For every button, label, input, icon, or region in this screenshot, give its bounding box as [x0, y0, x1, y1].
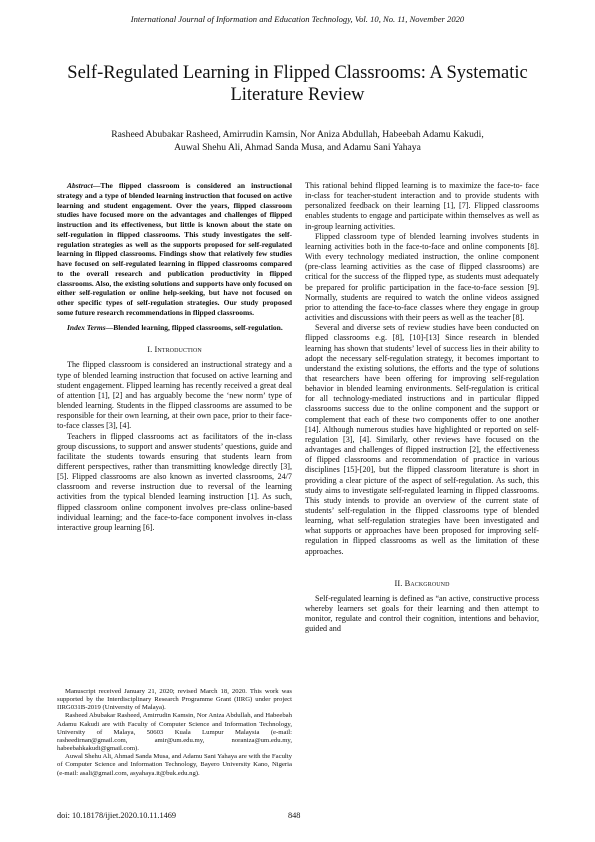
abstract — [57, 181, 292, 318]
intro-paragraph-1: The flipped classroom is considered an instructional strategy and a type of blended learning instruction that focused on active learning and student engagement. Flipped learning has recently received a great deal of attention [1], [2] and has arguably become the ‘new norm’ type of blended learning. Students in the flipped classrooms are assumed to be responsible for their own learning, at their own pace, prior to their face-to-face classes [3], [4]. — [57, 360, 292, 431]
authors-line-2: Auwal Shehu Ali, Ahmad Sanda Musa, and Adamu Sani Yahaya — [174, 142, 421, 153]
author-list — [50, 128, 545, 154]
intro-paragraph-2: Teachers in flipped classrooms act as facilitators of the in-class group discussions, to support and answer students’ questions, guide and facilitate the students towards ensuring that students learn from different perspectives, rather than transmitting knowledge directly [3], [5]. Flipped classrooms are also known as inverted classrooms, 24/7 classroom and reverse instruction due to reversal of the learning activities from the typical blended learning instruction [1]. As such, flipped classroom online component involves pre-class online-based individual learning; and the face-to-face component involves in-class interactive group learning [6]. — [57, 431, 292, 532]
section-heading-background — [305, 579, 539, 589]
abstract-label: Abstract — [67, 181, 93, 190]
authors-line-1: Rasheed Abubakar Rasheed, Amirrudin Kamsin, Nor Aniza Abdullah, Habeebah Adamu Kakudi, — [111, 129, 484, 140]
abstract-text: —The flipped classroom is considered an instructional strategy and a type of blended learning instruction that focused on active learning and student engagement. Over the years, flipped classroom studies have focused more on the advantages and challenges of flipped instruction and its effectiveness, but little is known about the state on self-regulation in flipped classrooms. This study investigates the self-regulation strategies as well as the supports proposed for self-regulated learning in flipped classrooms. Findings show that relatively few studies have focused on self-regulated learning in flipped classrooms compared to the overall research and publication productivity in flipped classrooms. Also, the existing solutions and supports have only focused on either self-regulation or online help-seeking, but have not focused on other specific types of self-regulation strategies. Our study proposed some future research recommendations in flipped classrooms. — [57, 181, 292, 317]
section-title-initial: I — [154, 345, 158, 355]
section-title-rest: ackground — [410, 578, 450, 588]
doi: doi: 10.18178/ijiet.2020.10.11.1469 — [57, 811, 177, 820]
footnote-manuscript: Manuscript received January 21, 2020; revised March 18, 2020. This work was supported by the Interdisciplinary Research Programme Grant (IIRG) under project IIRG031B-2019 (University of Malaya). — [57, 688, 292, 712]
right-paragraph-2: Flipped classroom type of blended learning involves students in learning activities both in the face-to-face and online components [8]. With every technology mediated instruction, the online component (pre-class learning activities as the case of flipped classrooms) are critical for the success of the flipped type, as students must adequately be prepared for prolific participation in the face-to-face session [9]. Normally, students are required to watch the online videos assigned prior to attending the face-to-face classes where they engage in group activities and discussions with their peers as well as the teacher [8]. — [305, 231, 539, 323]
right-paragraph-1: This rational behind flipped learning is to maximize the face-to- face in-class for teacher-student interaction and to provide students with personalized feedback on their learning [1], [7]. Flipped classrooms enables students to engage and participate within themselves as well as in-group learning activities. — [305, 181, 539, 231]
background-paragraph-1: Self-regulated learning is defined as “an active, constructive process whereby learners set goals for their learning and then attempt to monitor, regulate and control their cognition, intentions and behavior, guided and — [305, 593, 539, 634]
page-number: 848 — [288, 811, 301, 820]
left-column — [57, 181, 292, 533]
section-title-rest: ntroduction — [157, 345, 202, 355]
running-header: International Journal of Information and Education Technology, Vol. 10, No. 11, November 2020 — [130, 14, 465, 24]
index-terms-text: —Blended learning, flipped classrooms, self-regulation. — [105, 322, 283, 332]
right-column — [305, 181, 539, 635]
paper-title: Self-Regulated Learning in Flipped Classrooms: A Systematic Literature Review — [67, 63, 528, 105]
section-title-initial: B — [404, 578, 411, 588]
footnotes — [57, 688, 292, 778]
section-numeral: II. — [394, 578, 403, 588]
index-terms — [57, 323, 292, 333]
section-heading-introduction — [57, 345, 292, 355]
section-numeral: I. — [147, 345, 153, 355]
index-terms-label: Index Terms — [67, 322, 106, 332]
right-paragraph-3: Several and diverse sets of review studies have been conducted on flipped classrooms e.g. [8], [10]-[13] Since research in blended learning has shown that students’ level of success lies in their ability to adopt the necessary self-regulation strategy, it becomes important to understand the existing solutions, the efforts and the type of solutions that researchers have been offering for improving self-regulation behavior in blended learning environments. Self-regulation is critical for all technology-mediated instructions and in particular flipped classrooms success due to the online component and the support or complement that each of these two components offer to one another [14]. Although numerous studies have highlighted or reported on self-regulation [3], [4]. Similarly, other reviews have focused on the advantages and challenges of flipped instruction [2], the effectiveness of flipped classrooms and recommendation of practice in various disciplines [15]-[20], but the flipped classroom literature is short in providing a clear picture of the aspect of self-regulation. As such, this study aims to investigate self-regulated learning in flipped classrooms. This study intends to provide an overview of the current state of students’ self-regulation in the flipped classrooms type of blended learning, what self-regulation strategies have been investigated and what supports or approaches have been proposed for improving self-regulation in flipped classrooms as well as the limitation of these approaches. — [305, 323, 539, 556]
footnote-affiliation-1: Rasheed Abubakar Rasheed, Amirrudin Kamsin, Nor Aniza Abdullah, and Habeebah Adamu Kakudi are with Faculty of Computer Science and Information Technology, University of Malaya, 50603 Kuala Lumpur Malaysia (e-mail: rasheedirnan@gmail.com, amir@um.edu.my, noraniza@um.edu.my, habeebahkakudi@gmail.com). — [57, 712, 292, 753]
footnote-affiliation-2: Auwal Shehu Ali, Ahmad Sanda Musa, and Adamu Sani Yahaya are with the Faculty of Computer Science and Information Technology, Bayero University Kano, Nigeria (e-mail: asali@gmail.com, asyahaya.it@buk.edu.ng). — [57, 753, 292, 777]
